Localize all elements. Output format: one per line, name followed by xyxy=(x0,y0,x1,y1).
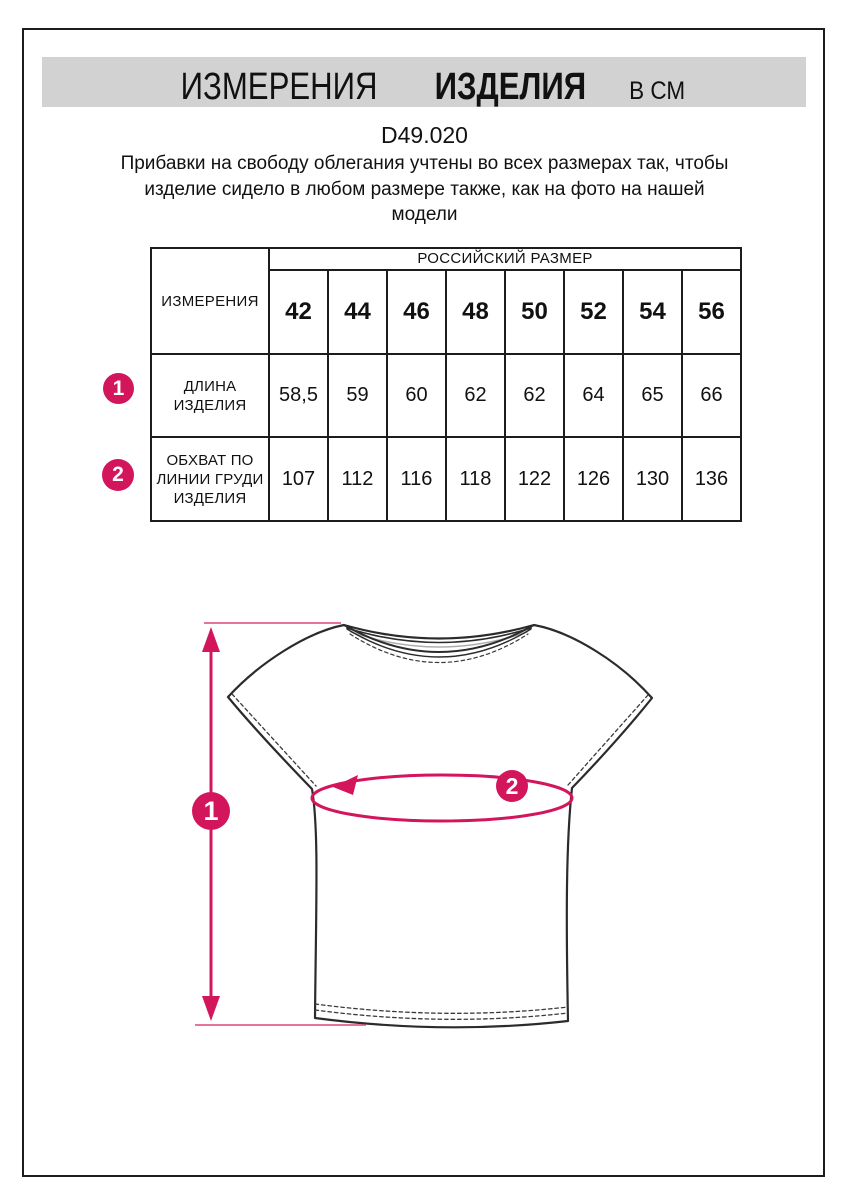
row-length-label-line1: ДЛИНА xyxy=(183,377,237,395)
length-arrowhead-up xyxy=(202,627,220,652)
size-col-44: 44 xyxy=(328,270,387,354)
tshirt-outline xyxy=(228,625,652,1027)
length-value: 62 xyxy=(446,354,505,437)
page-title-bold: ИЗДЕЛИЯ xyxy=(434,66,586,108)
length-value: 60 xyxy=(387,354,446,437)
fit-note xyxy=(0,151,849,228)
fit-note-line2: изделие сидело в любом размере также, как на фото на нашей xyxy=(144,178,705,200)
size-col-46: 46 xyxy=(387,270,446,354)
length-value: 66 xyxy=(682,354,741,437)
size-col-50: 50 xyxy=(505,270,564,354)
table-row-chest xyxy=(151,437,741,521)
chest-value: 107 xyxy=(269,437,328,521)
size-col-48: 48 xyxy=(446,270,505,354)
page-title-main: ИЗМЕРЕНИЯ xyxy=(181,66,378,108)
length-value: 58,5 xyxy=(269,354,328,437)
row-length-label xyxy=(151,354,269,437)
fit-note-line1: Прибавки на свободу облегания учтены во всех размерах так, чтобы xyxy=(120,153,729,174)
table-group-header: РОССИЙСКИЙ РАЗМЕР xyxy=(269,248,741,270)
size-col-42: 42 xyxy=(269,270,328,354)
row-chest-label-line2: ЛИНИИ ГРУДИ xyxy=(156,470,264,488)
row-marker-2: 2 xyxy=(102,459,134,491)
row-marker-1: 1 xyxy=(103,373,134,404)
length-arrowhead-down xyxy=(202,996,220,1021)
row-chest-label-line1: ОБХВАТ ПО xyxy=(166,451,254,469)
table-row-length xyxy=(151,354,741,437)
length-value: 59 xyxy=(328,354,387,437)
row-chest-label-line3: ИЗДЕЛИЯ xyxy=(173,489,247,507)
chest-value: 122 xyxy=(505,437,564,521)
length-value: 65 xyxy=(623,354,682,437)
row-length-label-line2: ИЗДЕЛИЯ xyxy=(173,396,247,414)
table-corner-label: ИЗМЕРЕНИЯ xyxy=(151,248,269,354)
length-value: 64 xyxy=(564,354,623,437)
garment-diagram xyxy=(150,590,690,1060)
row-chest-label xyxy=(151,437,269,521)
chest-value: 118 xyxy=(446,437,505,521)
fit-note-line3: модели xyxy=(391,204,458,225)
length-value: 62 xyxy=(505,354,564,437)
chest-value: 112 xyxy=(328,437,387,521)
size-table xyxy=(150,247,742,522)
chest-value: 126 xyxy=(564,437,623,521)
product-code: D49.020 xyxy=(381,122,468,148)
diagram-marker-1-label: 1 xyxy=(203,796,219,826)
diagram-marker-2-label: 2 xyxy=(505,773,519,799)
size-col-52: 52 xyxy=(564,270,623,354)
size-col-56: 56 xyxy=(682,270,741,354)
page-title-unit: В СМ xyxy=(629,77,686,105)
chest-value: 130 xyxy=(623,437,682,521)
title-band xyxy=(42,57,806,107)
size-col-54: 54 xyxy=(623,270,682,354)
chest-value: 116 xyxy=(387,437,446,521)
chest-value: 136 xyxy=(682,437,741,521)
